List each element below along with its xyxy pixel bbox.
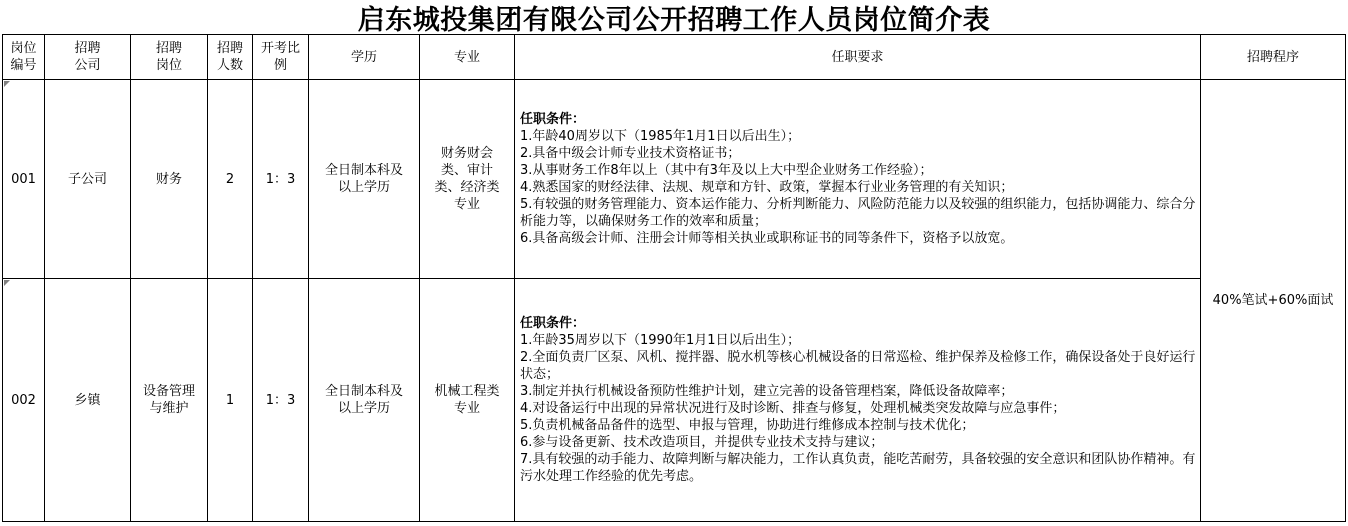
- requirement-item: 7.具有较强的动手能力、故障判断与解决能力，工作认真负责，能吃苦耐劳，具备较强的安全意识和团队协作精神。有污水处理工作经验的优先考虑。: [520, 452, 1196, 484]
- cell-company[interactable]: 子公司: [45, 80, 131, 279]
- requirement-item: 1.年龄40周岁以下（1985年1月1日以后出生）；: [520, 129, 801, 144]
- requirement-item: 6.具备高级会计师、注册会计师等相关执业或职称证书的同等条件下，资格予以放宽。: [520, 231, 1014, 246]
- comment-marker-icon: [4, 280, 10, 286]
- requirement-item: 3.制定并执行机械设备预防性维护计划，建立完善的设备管理档案，降低设备故障率；: [520, 384, 1014, 399]
- requirement-item: 2.全面负责厂区泵、风机、搅拌器、脱水机等核心机械设备的日常巡检、维护保养及检修工作，确保设备处于良好运行状态；: [520, 350, 1196, 382]
- header-position[interactable]: 招聘 岗位: [131, 35, 208, 80]
- header-company[interactable]: 招聘 公司: [45, 35, 131, 80]
- cell-post-no[interactable]: 002: [3, 279, 45, 522]
- cell-position[interactable]: 财务: [131, 80, 208, 279]
- header-requirements[interactable]: 任职要求: [515, 35, 1201, 80]
- header-row: [3, 35, 1346, 80]
- cell-ratio[interactable]: 1：3: [253, 279, 309, 522]
- cell-count[interactable]: 2: [208, 80, 253, 279]
- header-count[interactable]: 招聘 人数: [208, 35, 253, 80]
- requirement-item: 2.具备中级会计师专业技术资格证书；: [520, 146, 741, 161]
- cell-count[interactable]: 1: [208, 279, 253, 522]
- cell-procedure[interactable]: 40%笔试+60%面试: [1201, 80, 1346, 522]
- cell-position[interactable]: 设备管理 与维护: [131, 279, 208, 522]
- sheet-title: 启东城投集团有限公司公开招聘工作人员岗位简介表: [357, 4, 991, 36]
- header-post-no[interactable]: 岗位 编号: [3, 35, 45, 80]
- cell-post-no[interactable]: 001: [3, 80, 45, 279]
- comment-marker-icon: [4, 81, 10, 87]
- header-major[interactable]: 专业: [420, 35, 515, 80]
- table-row: [3, 80, 1346, 279]
- cell-major[interactable]: 财务财会 类、审计 类、经济类 专业: [420, 80, 515, 279]
- cell-requirements[interactable]: [515, 80, 1201, 279]
- cell-major[interactable]: 机械工程类 专业: [420, 279, 515, 522]
- cell-ratio[interactable]: 1：3: [253, 80, 309, 279]
- requirement-item: 1.年龄35周岁以下（1990年1月1日以后出生）；: [520, 333, 801, 348]
- requirement-item: 5.负责机械备品备件的选型、申报与管理，协助进行维修成本控制与技术优化；: [520, 418, 975, 433]
- header-ratio[interactable]: 开考比 例: [253, 35, 309, 80]
- header-education[interactable]: 学历: [309, 35, 420, 80]
- cell-education[interactable]: 全日制本科及 以上学历: [309, 279, 420, 522]
- requirement-item: 5.有较强的财务管理能力、资本运作能力、分析判断能力、风险防范能力以及较强的组织能力，包括协调能力、综合分析能力等，以确保财务工作的效率和质量；: [520, 197, 1196, 229]
- requirement-item: 3.从事财务工作8年以上（其中有3年及以上大中型企业财务工作经验）；: [520, 163, 933, 178]
- table-row: [3, 279, 1346, 522]
- header-procedure[interactable]: 招聘程序: [1201, 35, 1346, 80]
- requirement-item: 6.参与设备更新、技术改造项目，并提供专业技术支持与建议；: [520, 435, 884, 450]
- cell-education[interactable]: 全日制本科及 以上学历: [309, 80, 420, 279]
- requirement-item: 4.熟悉国家的财经法律、法规、规章和方针、政策，掌握本行业业务管理的有关知识；: [520, 180, 1014, 195]
- cell-requirements[interactable]: [515, 279, 1201, 522]
- cell-company[interactable]: 乡镇: [45, 279, 131, 522]
- position-table: [2, 34, 1346, 522]
- requirements-lead: 任职条件：: [520, 316, 586, 331]
- requirements-lead: 任职条件：: [520, 112, 586, 127]
- requirement-item: 4.对设备运行中出现的异常状况进行及时诊断、排查与修复，处理机械类突发故障与应急事件；: [520, 401, 1066, 416]
